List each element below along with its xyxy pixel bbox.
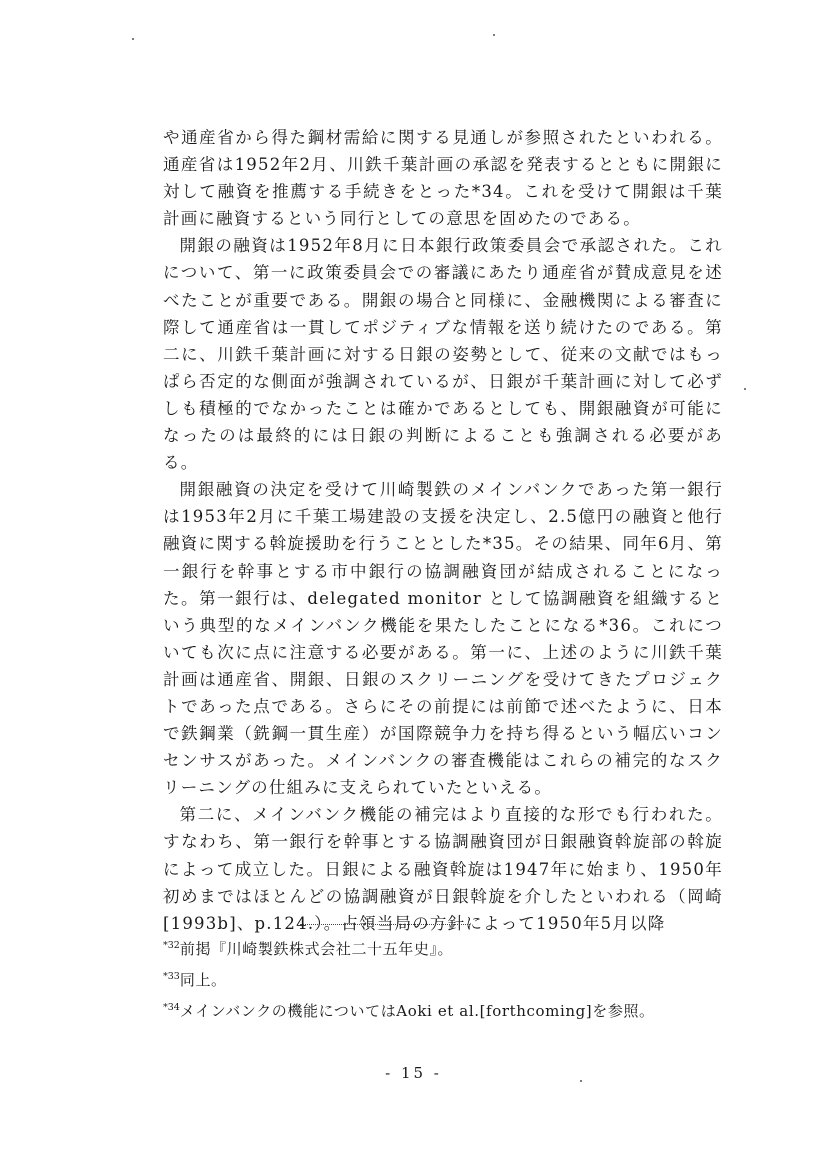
scan-speck xyxy=(132,38,134,40)
paragraph: 開銀融資の決定を受けて川崎製鉄のメインバンクであった第一銀行は1953年2月に千葉工場建設の支援を決定し、2.5億円の融資と他行融資に関する斡旋援助を行うこととした*35。その結果、同年6月、第一銀行を幹事とする市中銀行の協調融資団が結成されることになった。第一銀行は、delegated monitor として協調融資を組織するという典型的なメインバンク機能を果たしたことになる*36。これについても次に点に注意する必要がある。第一に、上述のように川鉄千葉計画は通産省、開銀、日銀のスクリーニングを受けてきたプロジェクトであった点である。さらにその前提には前節で述べたように、日本で鉄鋼業（銑鋼一貫生産）が国際競争力を持ち得るという幅広いコンセンサスがあった。メインバンクの審査機能はこれらの補完的なスクリーニングの仕組みに支えられていたといえる。 xyxy=(163,480,723,798)
footnote-text: 同上。 xyxy=(179,971,227,989)
footnote-mark: *32 xyxy=(163,940,180,951)
footnote-text: 前掲『川崎製鉄株式会社二十五年史』。 xyxy=(179,940,454,958)
body-text xyxy=(163,124,723,937)
footnote-divider xyxy=(300,924,470,925)
footnote-text: メインバンクの機能についてはAoki et al.[forthcoming]を参照。 xyxy=(179,1002,655,1020)
paragraph: 第二に、メインバンク機能の補完はより直接的な形でも行われた。すなわち、第一銀行を幹事とする協調融資団が日銀融資斡旋部の斡旋によって成立した。日銀による融資斡旋は1947年に始まり、1950年初めまではほとんどの協調融資が日銀斡旋を介したといわれる（岡崎[1993b]、p.124.）。占領当局の方針によって1950年5月以降 xyxy=(163,805,723,933)
paragraph: 開銀の融資は1952年8月に日本銀行政策委員会で承認された。これについて、第一に政策委員会での審議にあたり通産省が賛成意見を述べたことが重要である。開銀の場合と同様に、金融機関による審査に際して通産省は一貫してポジティブな情報を送り続けたのである。第二に、川鉄千葉計画に対する日銀の姿勢として、従来の文献ではもっぱら否定的な側面が強調されているが、日銀が千葉計画に対して必ずしも積極的でなかったことは確かであるとしても、開銀融資が可能になったのは最終的には日銀の判断によることも強調される必要がある。 xyxy=(163,236,723,473)
scan-speck xyxy=(580,1080,582,1082)
scan-speck xyxy=(493,34,495,36)
paragraph: や通産省から得た鋼材需給に関する見通しが参照されたといわれる。通産省は1952年2月、川鉄千葉計画の承認を発表するとともに開銀に対して融資を推薦する手続きをとった*34。これを受けて開銀は千葉計画に融資するという同行としての意思を固めたのである。 xyxy=(163,128,723,229)
page-number: - 15 - xyxy=(385,1064,442,1082)
scan-speck xyxy=(744,388,746,390)
footnote xyxy=(163,994,723,1025)
footnote xyxy=(163,963,723,994)
footnote-mark: *34 xyxy=(163,1002,180,1013)
footnote xyxy=(163,932,723,963)
footnote-mark: *33 xyxy=(163,971,180,982)
footnotes xyxy=(163,932,723,1025)
